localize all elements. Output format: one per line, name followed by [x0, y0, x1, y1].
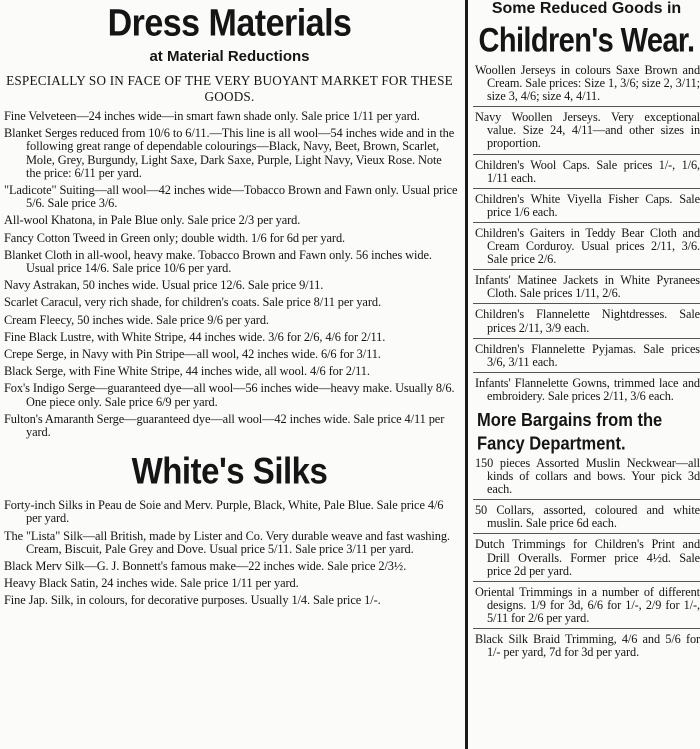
- list-item: Navy Astrakan, 50 inches wide. Usual price 12/6. Sale price 9/11.: [4, 278, 324, 293]
- list-item: "Ladicote" Suiting—all wool—42 inches wide—Tobacco Brown and Fawn only. Usual price 5/6. Sale price 3/6.: [4, 183, 458, 211]
- whites-silks-title: White's Silks: [131, 450, 328, 492]
- item-divider: [473, 222, 700, 223]
- list-item: Fine Velveteen—24 inches wide—in smart fawn shade only. Sale price 1/11 per yard.: [4, 109, 420, 123]
- list-item: Fulton's Amaranth Serge—guaranteed dye—all wool—42 inches wide. Sale price 4/11 per yard.: [4, 411, 445, 440]
- item-divider: [473, 338, 700, 339]
- item-divider: [473, 269, 700, 270]
- fancy-department-heading: More Bargains from the Fancy Department.: [477, 410, 663, 454]
- list-item: Fine Jap. Silk, in colours, for decorative purposes. Usually 1/4. Sale price 1/-.: [4, 593, 381, 608]
- list-item: Forty-inch Silks in Peau de Soie and Merv. Purple, Black, White, Pale Blue. Sale price 4/6 per yard.: [4, 498, 444, 526]
- list-item: Children's Flannelette Nightdresses. Sale prices 2/11, 3/9 each.: [475, 307, 700, 335]
- item-divider: [473, 628, 700, 629]
- item-divider: [473, 533, 700, 534]
- list-item: Woollen Jerseys in colours Saxe Brown and Cream. Sale prices: Size 1, 3/6; size 2, 3/11; size 3, 4/6; size 4, 4/11.: [475, 63, 700, 104]
- item-divider: [473, 581, 700, 582]
- fancy-items-list: [473, 457, 700, 659]
- childrens-wear-heading-top: Some Reduced Goods in: [491, 0, 682, 17]
- list-item: Children's Flannelette Pyjamas. Sale prices 3/6, 3/11 each.: [475, 341, 700, 369]
- children-items-list: [473, 64, 700, 403]
- list-item: Blanket Serges reduced from 10/6 to 6/11.—This line is all wool—54 inches wide and in the following great range of dependable colourings—Black, Navy, Beet, Brown, Scarlet, Mole, Grey, Burgundy, Light Saxe, Dark Saxe, Purple, Light Navy, Vieux Rose. Note the price: 6/11 per yard.: [4, 126, 455, 180]
- list-item: Fine Black Lustre, with White Stripe, 44 inches wide. 3/6 for 2/6, 4/6 for 2/11.: [4, 329, 386, 344]
- list-item: Children's Wool Caps. Sale prices 1/-, 1/6, 1/11 each.: [475, 157, 700, 185]
- childrens-wear-title: Children's Wear.: [478, 22, 695, 60]
- list-item: Fox's Indigo Serge—guaranteed dye—all wool—56 inches wide—heavy make. Usually 8/6. One piece only. Sale price 6/9 per yard.: [4, 381, 455, 409]
- list-item: Black Merv Silk—G. J. Bonnett's famous make—22 inches wide. Sale price 2/3½.: [4, 559, 407, 574]
- list-item: Dutch Trimmings for Children's Print and Drill Overalls. Former price 4½d. Sale price 2d per yard.: [475, 537, 700, 578]
- list-item: Crepe Serge, in Navy with Pin Stripe—all wool, 42 inches wide. 6/6 for 3/11.: [4, 347, 381, 362]
- list-item: Black Serge, with Fine White Stripe, 44 inches wide, all wool. 4/6 for 2/11.: [4, 364, 370, 379]
- silks-items-list: [0, 499, 459, 607]
- list-item: Oriental Trimmings in a number of different designs. 1/9 for 3d, 6/6 for 1/-, 2/9 for 1/-, 5/11 for 2/6 per yard.: [475, 584, 700, 625]
- item-divider: [473, 106, 700, 107]
- right-column: [473, 0, 700, 749]
- list-item: All-wool Khatona, in Pale Blue only. Sale price 2/3 per yard.: [4, 213, 301, 228]
- item-divider: [473, 154, 700, 155]
- dress-materials-title: Dress Materials: [107, 2, 352, 45]
- list-item: Navy Woollen Jerseys. Very exceptional value. Size 24, 4/11—and other sizes in proportion.: [475, 110, 700, 151]
- list-item: Scarlet Caracul, very rich shade, for children's coats. Sale price 8/11 per yard.: [4, 295, 381, 310]
- list-item: Fancy Cotton Tweed in Green only; double width. 1/6 for 6d per yard.: [4, 230, 346, 245]
- item-divider: [473, 372, 700, 373]
- list-item: The "Lista" Silk—all British, made by Lister and Co. Very durable weave and fast washing. Cream, Biscuit, Pale Grey and Dove. Usual price 5/11. Sale price 3/11 per yard.: [4, 528, 450, 556]
- dress-items-list: [0, 110, 459, 439]
- list-item: Infants' Matinee Jackets in White Pyranees Cloth. Sale prices 1/11, 2/6.: [475, 273, 700, 301]
- column-divider: [465, 0, 468, 749]
- list-item: Infants' Flannelette Gowns, trimmed lace and embroidery. Sale prices 2/11, 3/6 each.: [475, 375, 700, 403]
- item-divider: [473, 303, 700, 304]
- list-item: Heavy Black Satin, 24 inches wide. Sale price 1/11 per yard.: [4, 576, 299, 591]
- list-item: Black Silk Braid Trimming, 4/6 and 5/6 for 1/- per yard, 7d for 3d per yard.: [475, 632, 700, 660]
- list-item: 50 Collars, assorted, coloured and white muslin. Sale price 6d each.: [475, 503, 700, 531]
- list-item: 150 pieces Assorted Muslin Neckwear—all kinds of collars and bows. Your pick 3d each.: [475, 455, 700, 497]
- list-item: Blanket Cloth in all-wool, heavy make. Tobacco Brown and Fawn only. 56 inches wide. Usual price 14/6. Sale price 10/6 per yard.: [4, 247, 432, 276]
- dress-materials-subtitle: at Material Reductions: [149, 48, 310, 65]
- item-divider: [473, 499, 700, 500]
- item-divider: [473, 188, 700, 189]
- list-item: Children's Gaiters in Teddy Bear Cloth and Cream Corduroy. Usual prices 2/11, 3/6. Sale price 2/6.: [475, 225, 700, 267]
- list-item: Children's White Viyella Fisher Caps. Sale price 1/6 each.: [475, 191, 700, 219]
- list-item: Cream Fleecy, 50 inches wide. Sale price 9/6 per yard.: [4, 312, 269, 327]
- dress-materials-intro: ESPECIALLY SO IN FACE OF THE VERY BUOYANT MARKET FOR THESE GOODS.: [6, 73, 453, 104]
